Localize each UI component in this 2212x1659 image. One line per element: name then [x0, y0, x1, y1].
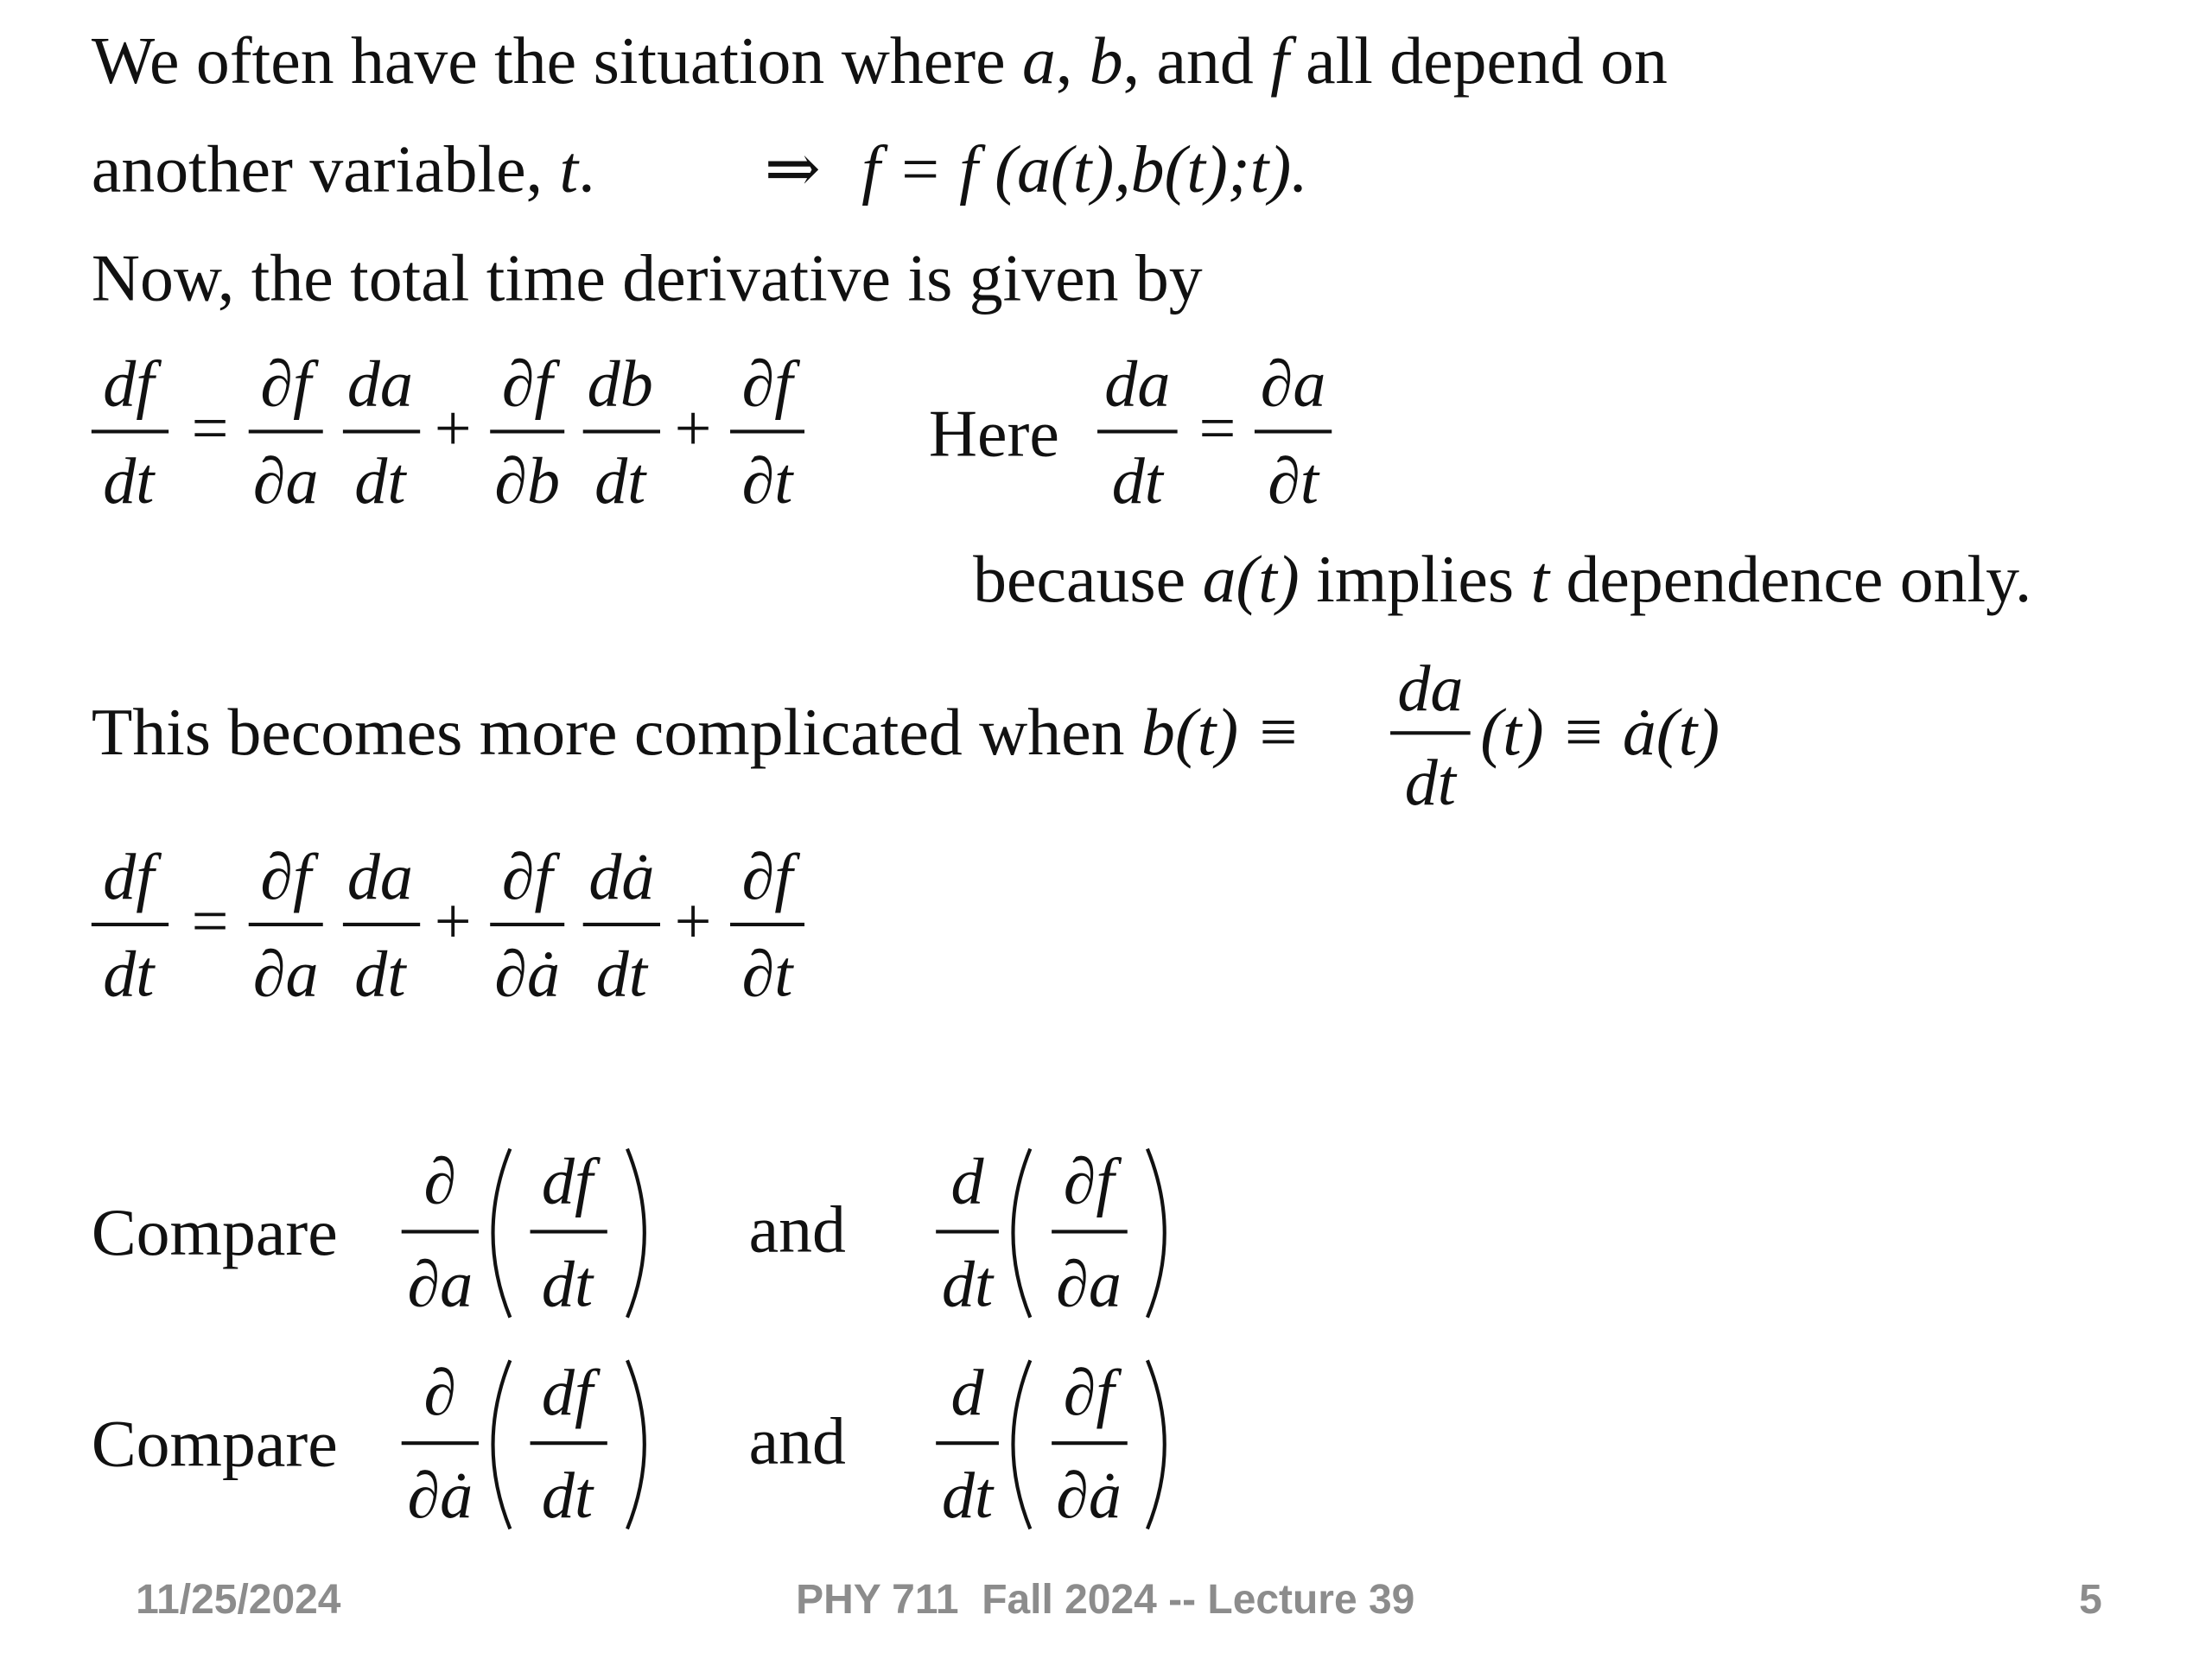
because-text: implies [1299, 543, 1531, 618]
complicated-rhs: (t) ≡ ȧ(t) [1480, 696, 1720, 771]
because-text-end: dependence only. [1549, 543, 2032, 618]
compare-expression-2 [393, 1351, 1193, 1544]
implies-arrow: ⇒ [764, 132, 821, 207]
compare1-and: and [748, 1192, 846, 1267]
period: . [578, 132, 595, 207]
var-a: a [1022, 24, 1056, 99]
compare1-op1-den: ∂a [407, 1248, 474, 1321]
function-definition: f = f (a(t),b(t);t). [861, 132, 1308, 207]
compare2-op2-den: dt [941, 1459, 994, 1533]
eq2-t3-num: ∂f [741, 841, 793, 914]
eq1-t2b-den: dt [594, 445, 646, 518]
intro-text: another variable, [91, 132, 560, 207]
intro-text: We often have the situation where [91, 24, 1023, 99]
compare2-and: and [748, 1403, 846, 1478]
compare2-in2-num: ∂f [1063, 1357, 1115, 1430]
eq2-t1b-num: da [346, 841, 413, 914]
here-den1: dt [1111, 445, 1163, 518]
intro-line-1 [91, 24, 1668, 99]
eq1-t3-num: ∂f [741, 347, 793, 421]
eq1-t1b-den: dt [354, 445, 406, 518]
footer-page-number: 5 [2079, 1577, 2102, 1624]
because-term: a(t) [1202, 543, 1300, 618]
svg-text:=: = [191, 885, 229, 958]
eq1-t1b-num: da [346, 347, 413, 421]
eq1-t2-den: ∂b [494, 445, 561, 518]
svg-text:=: = [1198, 391, 1236, 465]
eq1-t3-den: ∂t [741, 445, 793, 518]
svg-text:+: + [674, 391, 712, 465]
compare2-op1-num: ∂ [423, 1357, 457, 1430]
svg-text:+: + [434, 885, 472, 958]
compare1-in2-num: ∂f [1063, 1145, 1115, 1218]
compare1-op2-den: dt [941, 1248, 994, 1321]
compare2-in1-num: df [541, 1357, 594, 1430]
compare-label: Compare [91, 1196, 338, 1271]
compare2-op2-num: d [950, 1357, 984, 1430]
eq2-t1-num: ∂f [260, 841, 312, 914]
var-t: t [1530, 543, 1550, 618]
compare1-op1-num: ∂ [423, 1145, 457, 1218]
total-derivative-equation [86, 343, 829, 529]
eq1-t2b-num: db [587, 347, 653, 421]
here-equation [1086, 343, 1357, 529]
compare-label: Compare [91, 1407, 338, 1482]
eq2-t2-den: ∂ȧ [494, 938, 561, 1011]
var-b: b [1089, 24, 1123, 99]
eq1-t1-num: ∂f [260, 347, 312, 421]
compare-expression-1 [393, 1141, 1193, 1333]
here-label: Here [928, 397, 1059, 472]
separator: , and [1122, 24, 1271, 99]
eq2-t2b-num: dȧ [588, 841, 655, 914]
svg-text:+: + [674, 885, 712, 958]
svg-text:+: + [434, 391, 472, 465]
eq2-t2-num: ∂f [501, 841, 553, 914]
complicated-line [91, 696, 1301, 771]
here-num1: da [1104, 347, 1171, 421]
eq2-lhs-num: df [103, 841, 155, 914]
complicated-text: This becomes more complicated when [91, 696, 1141, 771]
complicated-fraction [1383, 650, 1484, 829]
var-f: f [1270, 24, 1289, 99]
because-line [973, 543, 2032, 618]
compare1-in1-den: dt [541, 1248, 594, 1321]
eq1-lhs-num: df [103, 347, 155, 421]
footer-course: PHY 711 Fall 2024 -- Lecture 39 [796, 1577, 1415, 1624]
intro-text-end: all depend on [1288, 24, 1668, 99]
here-den2: ∂t [1268, 445, 1319, 518]
compare2-op1-den: ∂ȧ [407, 1459, 474, 1533]
eq2-t2b-den: dt [595, 938, 647, 1011]
svg-text:=: = [191, 391, 229, 465]
eq2-t1-den: ∂a [252, 938, 319, 1011]
total-derivative-equation-adot [86, 836, 829, 1021]
complicated-lhs: b(t) ≡ [1141, 696, 1301, 771]
total-derivative-heading: Now, the total time derivative is given by [91, 241, 1203, 316]
complicated-den: dt [1404, 747, 1456, 820]
eq2-t1b-den: dt [354, 938, 406, 1011]
eq1-lhs-den: dt [103, 445, 155, 518]
compare1-in1-num: df [541, 1145, 594, 1218]
footer-date: 11/25/2024 [136, 1577, 341, 1624]
compare2-in1-den: dt [541, 1459, 594, 1533]
compare2-in2-den: ∂ȧ [1056, 1459, 1122, 1533]
eq2-lhs-den: dt [103, 938, 155, 1011]
eq1-t2-num: ∂f [501, 347, 553, 421]
because-text: because [973, 543, 1203, 618]
var-t: t [559, 132, 579, 207]
here-num2: ∂a [1260, 347, 1326, 421]
compare1-in2-den: ∂a [1056, 1248, 1122, 1321]
intro-line-2 [91, 132, 595, 207]
eq1-t1-den: ∂a [252, 445, 319, 518]
complicated-num: da [1397, 652, 1464, 725]
eq2-t3-den: ∂t [741, 938, 793, 1011]
separator: , [1055, 24, 1090, 99]
compare1-op2-num: d [950, 1145, 984, 1218]
